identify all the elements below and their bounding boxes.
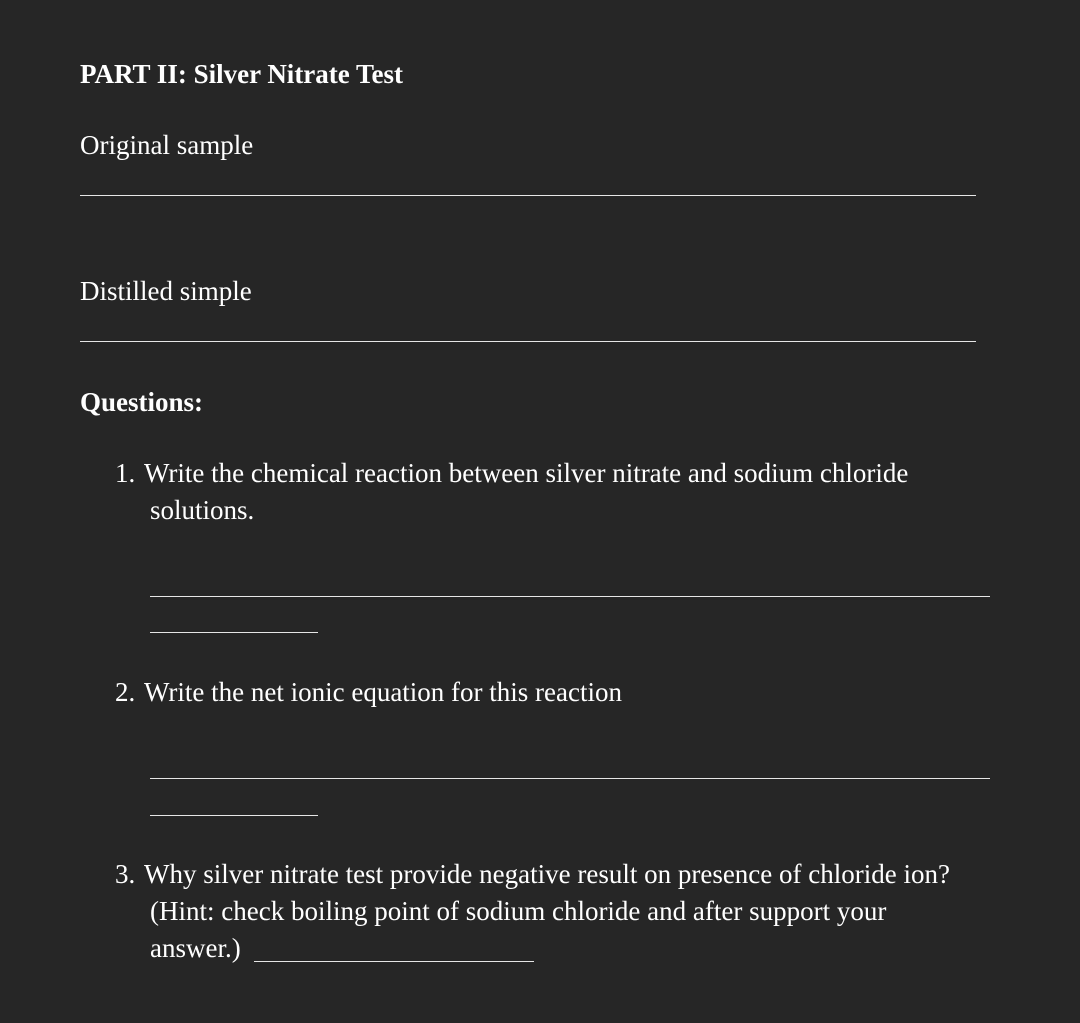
question-3-text-line-3: answer.) xyxy=(150,933,241,963)
distilled-sample-answer-line[interactable] xyxy=(80,341,976,342)
question-1-text-line-1: Write the chemical reaction between silver nitrate and sodium chloride xyxy=(144,458,909,488)
question-1-number: 1. xyxy=(115,458,136,488)
question-1-text-line-2: solutions. xyxy=(150,495,255,525)
question-2-answer-line[interactable] xyxy=(150,778,990,779)
original-sample-label: Original sample xyxy=(80,130,254,160)
section-heading: PART II: Silver Nitrate Test xyxy=(80,59,404,89)
original-sample-answer-line[interactable] xyxy=(80,195,976,196)
question-3-text-line-2: (Hint: check boiling point of sodium chloride and after support your xyxy=(150,896,887,926)
question-1-answer-line-short[interactable] xyxy=(150,632,318,633)
distilled-sample-label: Distilled simple xyxy=(80,276,252,306)
question-2-text-line-1: Write the net ionic equation for this reaction xyxy=(144,677,622,707)
question-3-number: 3. xyxy=(115,859,136,889)
questions-heading: Questions: xyxy=(80,387,204,417)
question-2-answer-line-short[interactable] xyxy=(150,815,318,816)
question-2-number: 2. xyxy=(115,677,136,707)
question-1-answer-line[interactable] xyxy=(150,596,990,597)
question-3-answer-line[interactable] xyxy=(254,961,534,962)
question-3-text-line-1: Why silver nitrate test provide negative result on presence of chloride ion? xyxy=(144,859,950,889)
